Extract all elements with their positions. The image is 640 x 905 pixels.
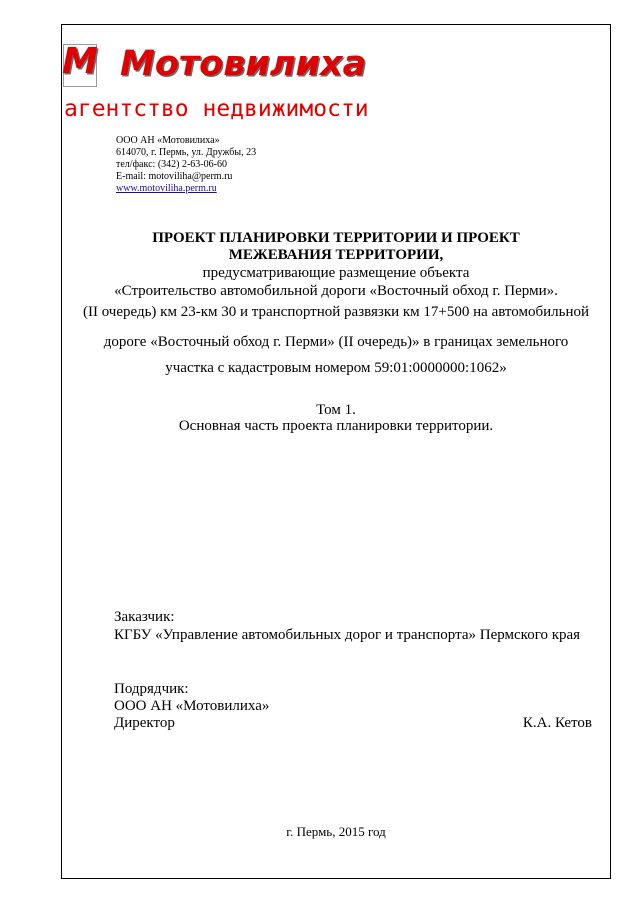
document-title — [61, 230, 611, 264]
contractor-name: ООО АН «Мотовилиха» — [114, 698, 270, 714]
contractor-position: Директор — [114, 715, 175, 731]
volume-number: Том 1. — [316, 402, 356, 418]
contact-email: E-mail: motoviliha@perm.ru — [116, 171, 233, 182]
logo-name: Мотовилиха — [120, 44, 367, 84]
logo-letter: М — [62, 41, 98, 82]
title-line-1: ПРОЕКТ ПЛАНИРОВКИ ТЕРРИТОРИИ И ПРОЕКТ — [152, 230, 520, 246]
customer-name: КГБУ «Управление автомобильных дорог и транспорта» Пермского края — [114, 627, 581, 643]
contact-address: 614070, г. Пермь, ул. Дружбы, 23 — [116, 147, 257, 158]
website-link[interactable]: www.motoviliha.perm.ru — [116, 183, 217, 194]
logo-tagline: агентство недвижимости — [64, 96, 369, 122]
volume-description: Основная часть проекта планировки территории. — [178, 418, 494, 434]
subtitle-line-5: участка с кадастровым номером 59:01:0000000:1062» — [165, 360, 507, 376]
customer-label: Заказчик: — [114, 609, 175, 625]
contact-org: ООО АН «Мотовилиха» — [116, 135, 220, 146]
contractor-signatory: К.А. Кетов — [522, 715, 592, 731]
subtitle-line-1: предусматривающие размещение объекта — [202, 265, 470, 281]
footer-city-year: г. Пермь, 2015 год — [286, 824, 386, 839]
contact-phone: тел/факс: (342) 2-63-06-60 — [116, 159, 227, 170]
subtitle-line-4: дороге «Восточный обход г. Перми» (II очередь)» в границах земельного — [103, 334, 569, 350]
contact-block — [116, 135, 256, 195]
contractor-label: Подрядчик: — [114, 681, 189, 697]
subtitle-line-3: (II очередь) км 23-км 30 и транспортной развязки км 17+500 на автомобильной — [82, 304, 590, 320]
subtitle-line-2: «Строительство автомобильной дороги «Восточный обход г. Перми». — [114, 283, 558, 299]
title-line-2: МЕЖЕВАНИЯ ТЕРРИТОРИИ, — [228, 247, 444, 263]
